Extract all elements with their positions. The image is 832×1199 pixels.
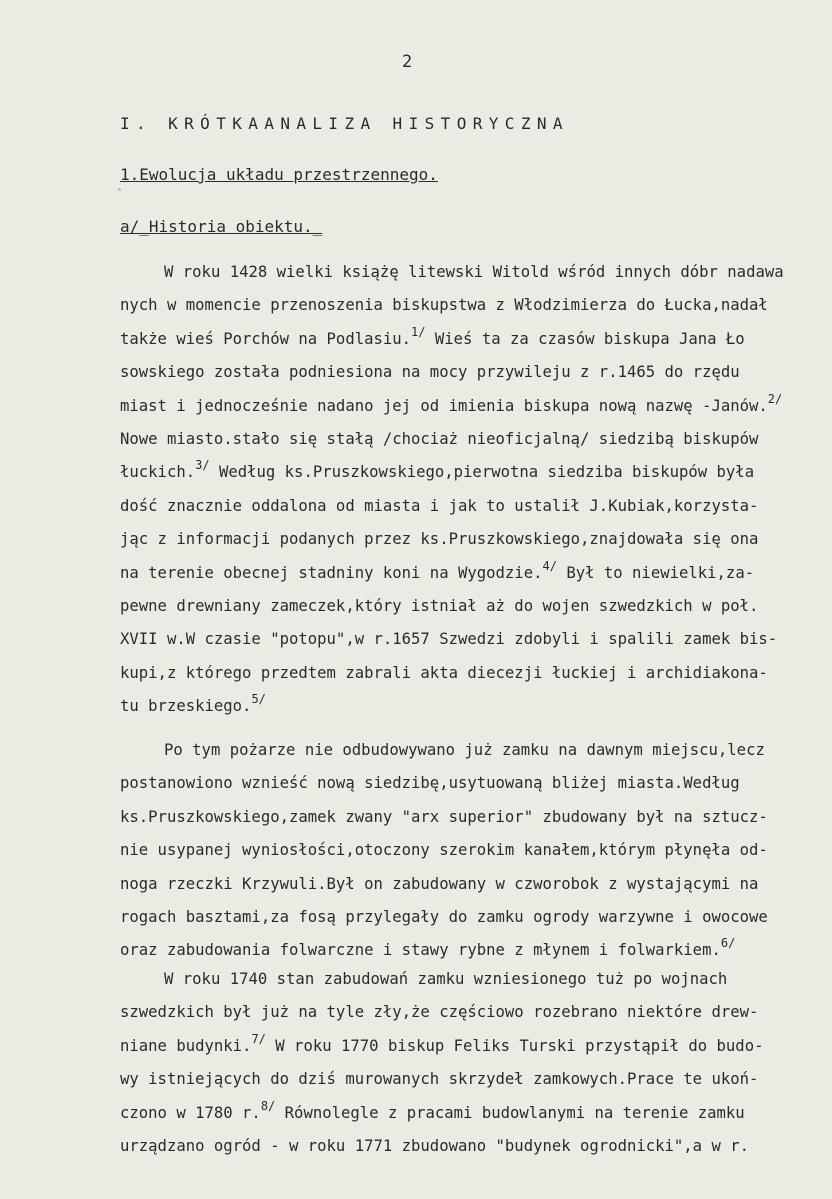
line-text: tu brzeskiego. bbox=[120, 697, 252, 716]
text-line bbox=[120, 390, 810, 423]
footnote-marker: 7/ bbox=[251, 1031, 266, 1046]
text-line bbox=[120, 356, 810, 389]
page-number: 2 bbox=[402, 52, 413, 72]
text-line bbox=[120, 901, 810, 934]
text-line bbox=[120, 289, 810, 322]
line-text: dość znacznie oddalona od miasta i jak to ustalił J.Kubiak,korzysta- bbox=[120, 496, 759, 515]
text-line bbox=[120, 1097, 810, 1130]
line-text: noga rzeczki Krzywuli.Był on zabudowany w czworobok z wystającymi na bbox=[120, 874, 759, 893]
line-text-continued: Według ks.Pruszkowskiego,pierwotna siedziba biskupów była bbox=[209, 463, 755, 482]
line-text: wy istniejących do dziś murowanych skrzydeł zamkowych.Prace te ukoń- bbox=[120, 1070, 759, 1089]
line-text: nych w momencie przenoszenia biskupstwa z Włodzimierza do Łucka,nadał bbox=[120, 296, 768, 315]
text-line bbox=[120, 456, 810, 489]
text-line bbox=[120, 734, 810, 767]
text-line bbox=[120, 523, 810, 556]
text-line bbox=[120, 256, 810, 289]
text-line bbox=[120, 490, 810, 523]
line-text: W roku 1740 stan zabudowań zamku wzniesionego tuż po wojnach bbox=[164, 970, 728, 988]
line-text: ks.Pruszkowskiego,zamek zwany "arx superior" zbudowany był na sztucz- bbox=[120, 807, 768, 826]
line-text-continued: Równolegle z pracami budowlanymi na terenie zamku bbox=[275, 1103, 745, 1122]
text-line bbox=[120, 623, 810, 656]
line-text: miast i jednocześnie nadano jej od imienia biskupa nową nazwę -Janów. bbox=[120, 396, 768, 415]
text-line bbox=[120, 423, 810, 456]
paragraph-2 bbox=[120, 734, 810, 968]
line-text: XVII w.W czasie "potopu",w r.1657 Szwedzi zdobyli i spalili zamek bis- bbox=[120, 630, 778, 649]
line-text: na terenie obecnej stadniny koni na Wygodzie. bbox=[120, 563, 543, 582]
line-text: urządzano ogród - w roku 1771 zbudowano "budynek ogrodnicki",a w r. bbox=[120, 1136, 750, 1155]
line-text: nie usypanej wyniosłości,otoczony szerokim kanałem,którym płynęła od- bbox=[120, 841, 768, 860]
text-line bbox=[120, 557, 810, 590]
footnote-marker: 4/ bbox=[542, 558, 557, 573]
line-text: Nowe miasto.stało się stałą /chociaż nieoficjalną/ siedzibą biskupów bbox=[120, 429, 759, 448]
footnote-marker: 1/ bbox=[411, 324, 426, 339]
text-line bbox=[120, 657, 810, 690]
line-text: kupi,z którego przedtem zabrali akta diecezji łuckiej i archidiakona- bbox=[120, 663, 768, 682]
paper-speck bbox=[118, 188, 121, 191]
text-line bbox=[120, 963, 810, 996]
text-line bbox=[120, 1030, 810, 1063]
text-line bbox=[120, 590, 810, 623]
line-text: rogach basztami,za fosą przylegały do zamku ogrody warzywne i owocowe bbox=[120, 907, 768, 926]
line-text: łuckich. bbox=[120, 463, 196, 482]
line-text-continued: Wieś ta za czasów biskupa Jana Ło bbox=[425, 329, 745, 348]
line-text: Po tym pożarze nie odbudowywano już zamku na dawnym miejscu,lecz bbox=[164, 741, 765, 759]
text-line bbox=[120, 996, 810, 1029]
line-text: jąc z informacji podanych przez ks.Pruszkowskiego,znajdowała się ona bbox=[120, 530, 759, 549]
text-line bbox=[120, 690, 810, 723]
line-text: pewne drewniany zameczek,który istniał aż do wojen szwedzkich w poł. bbox=[120, 596, 759, 615]
line-text: sowskiego została podniesiona na mocy przywileju z r.1465 do rzędu bbox=[120, 363, 740, 382]
text-line bbox=[120, 767, 810, 800]
footnote-marker: 2/ bbox=[767, 391, 783, 406]
document-title: I. KRÓTKAANALIZA HISTORYCZNA bbox=[120, 114, 569, 133]
text-line bbox=[120, 868, 810, 901]
footnote-marker: 6/ bbox=[720, 936, 736, 951]
subsection-heading: a/_Historia obiektu._ bbox=[120, 217, 323, 236]
line-text: niane budynki. bbox=[120, 1036, 252, 1055]
text-line bbox=[120, 1130, 810, 1163]
line-text: oraz zabudowania folwarczne i stawy rybne z młynem i folwarkiem. bbox=[120, 941, 721, 960]
text-line bbox=[120, 1063, 810, 1096]
footnote-marker: 5/ bbox=[251, 692, 266, 707]
line-text: szwedzkich był już na tyle zły,że częściowo rozebrano niektóre drew- bbox=[120, 1003, 759, 1022]
paragraph-3 bbox=[120, 963, 810, 1163]
footnote-marker: 8/ bbox=[260, 1098, 276, 1113]
line-text-continued: Był to niewielki,za- bbox=[556, 563, 755, 582]
line-text: także wieś Porchów na Podlasiu. bbox=[120, 329, 412, 348]
line-text: W roku 1428 wielki książę litewski Witold wśród innych dóbr nadawa bbox=[164, 263, 784, 281]
footnote-marker: 3/ bbox=[195, 458, 210, 473]
text-line bbox=[120, 834, 810, 867]
line-text: czono w 1780 r. bbox=[120, 1103, 261, 1122]
text-line bbox=[120, 323, 810, 356]
line-text: postanowiono wznieść nową siedzibę,usytuowaną bliżej miasta.Według bbox=[120, 774, 740, 793]
line-text-continued: W roku 1770 biskup Feliks Turski przystąpił do budo- bbox=[265, 1036, 764, 1055]
section-heading: 1.Ewolucja układu przestrzennego. bbox=[120, 165, 438, 184]
paragraph-1 bbox=[120, 256, 810, 723]
text-line bbox=[120, 801, 810, 834]
